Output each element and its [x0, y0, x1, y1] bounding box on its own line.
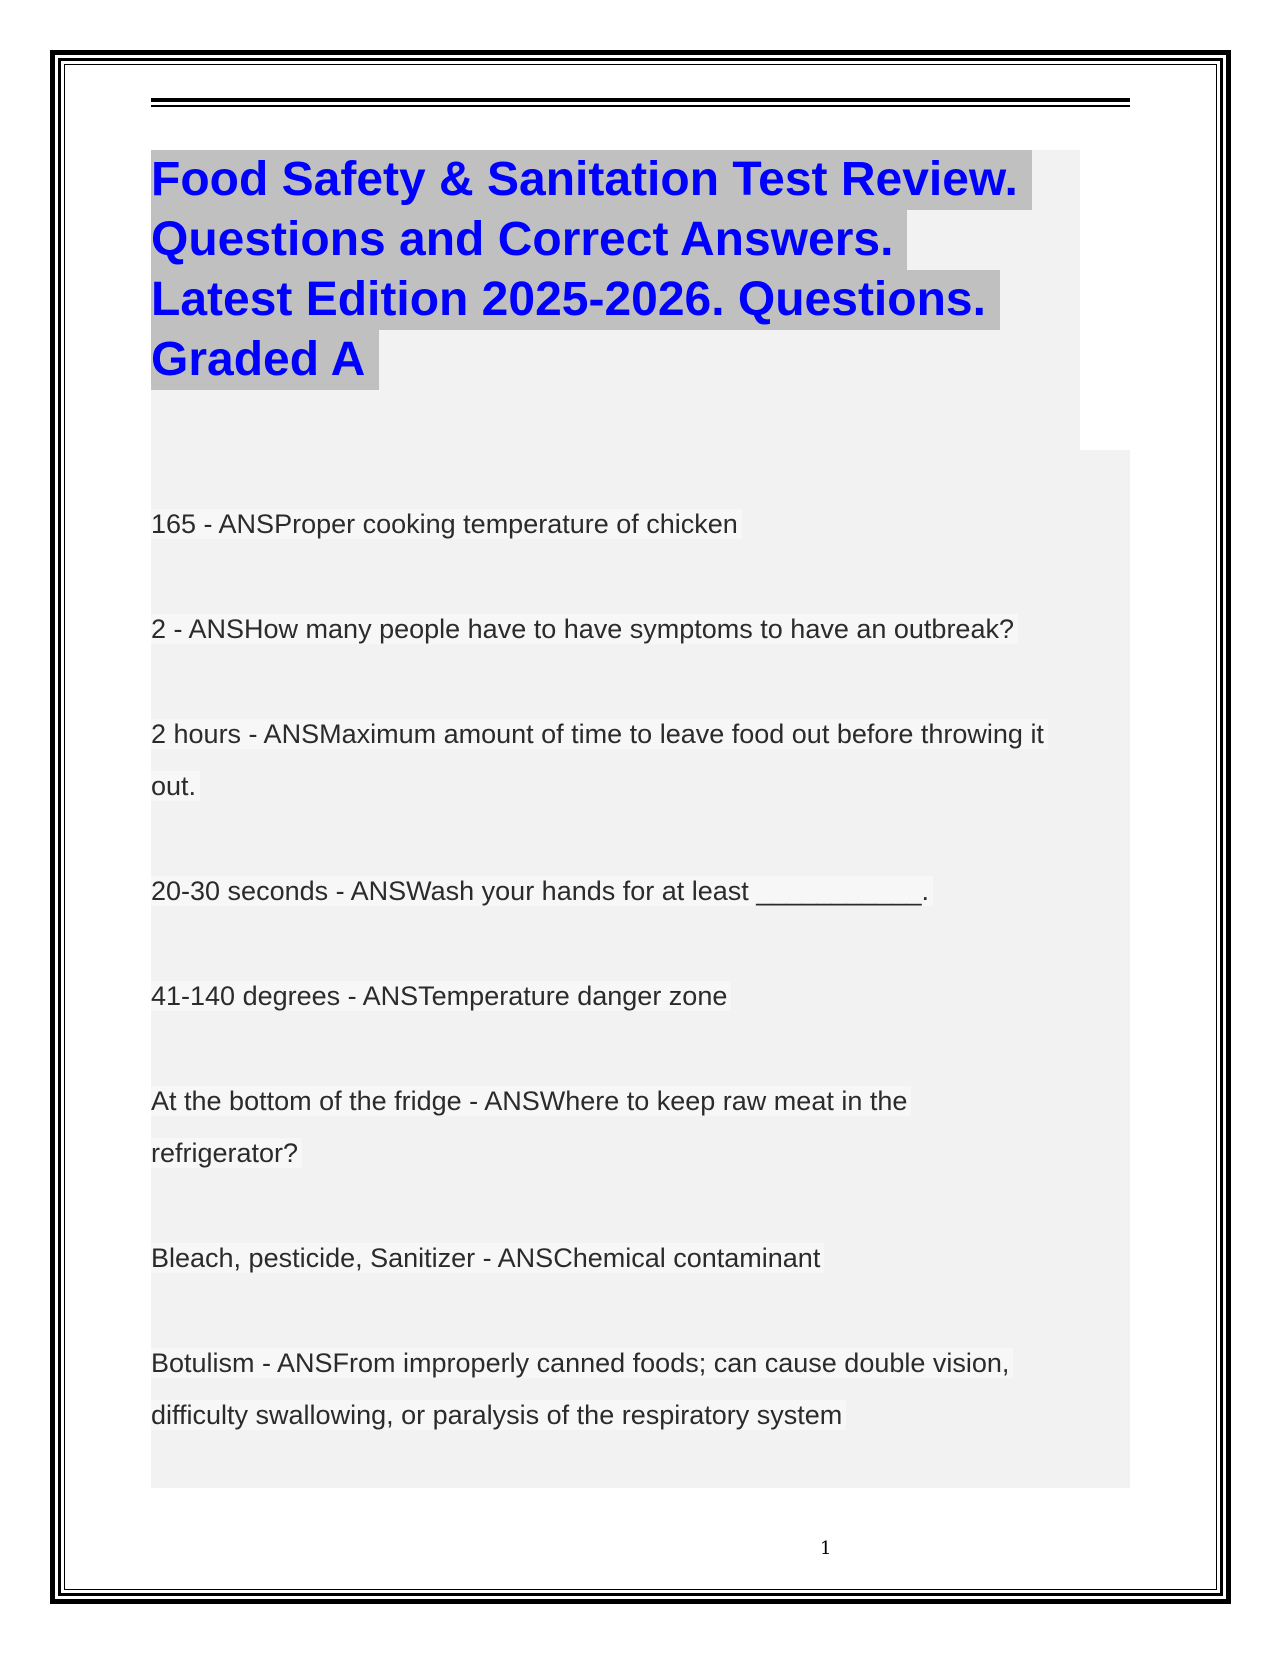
document-title	[151, 150, 1081, 390]
qa-line: 165 - ANSProper cooking temperature of chicken	[151, 509, 742, 539]
title-line: Questions and Correct Answers.	[151, 210, 907, 270]
qa-line: At the bottom of the fridge - ANSWhere to keep raw meat in the	[151, 1086, 911, 1116]
content-background-notch	[1080, 150, 1130, 450]
qa-line: 2 hours - ANSMaximum amount of time to leave food out before throwing it	[151, 719, 1048, 749]
qa-line: difficulty swallowing, or paralysis of the respiratory system	[151, 1400, 846, 1430]
qa-item	[151, 1232, 1131, 1284]
qa-list	[151, 498, 1131, 1494]
qa-item	[151, 708, 1131, 812]
qa-line: 41-140 degrees - ANSTemperature danger zone	[151, 981, 731, 1011]
title-line: Graded A	[151, 330, 379, 390]
qa-item	[151, 865, 1131, 917]
header-rule-thick	[151, 98, 1130, 102]
qa-line: Bleach, pesticide, Sanitizer - ANSChemical contaminant	[151, 1243, 824, 1273]
qa-item	[151, 1337, 1131, 1441]
qa-item	[151, 603, 1131, 655]
qa-line: Botulism - ANSFrom improperly canned foods; can cause double vision,	[151, 1348, 1013, 1378]
title-line: Food Safety & Sanitation Test Review.	[151, 150, 1032, 210]
qa-line: refrigerator?	[151, 1138, 302, 1168]
title-line: Latest Edition 2025-2026. Questions.	[151, 270, 1000, 330]
qa-line: out.	[151, 771, 200, 801]
qa-line: 20-30 seconds - ANSWash your hands for at least ___________.	[151, 876, 933, 906]
qa-item	[151, 970, 1131, 1022]
qa-line: 2 - ANSHow many people have to have symptoms to have an outbreak?	[151, 614, 1018, 644]
page-number: 1	[820, 1538, 832, 1559]
qa-item	[151, 1075, 1131, 1179]
header-rule-thin	[151, 105, 1130, 107]
qa-item	[151, 498, 1131, 550]
